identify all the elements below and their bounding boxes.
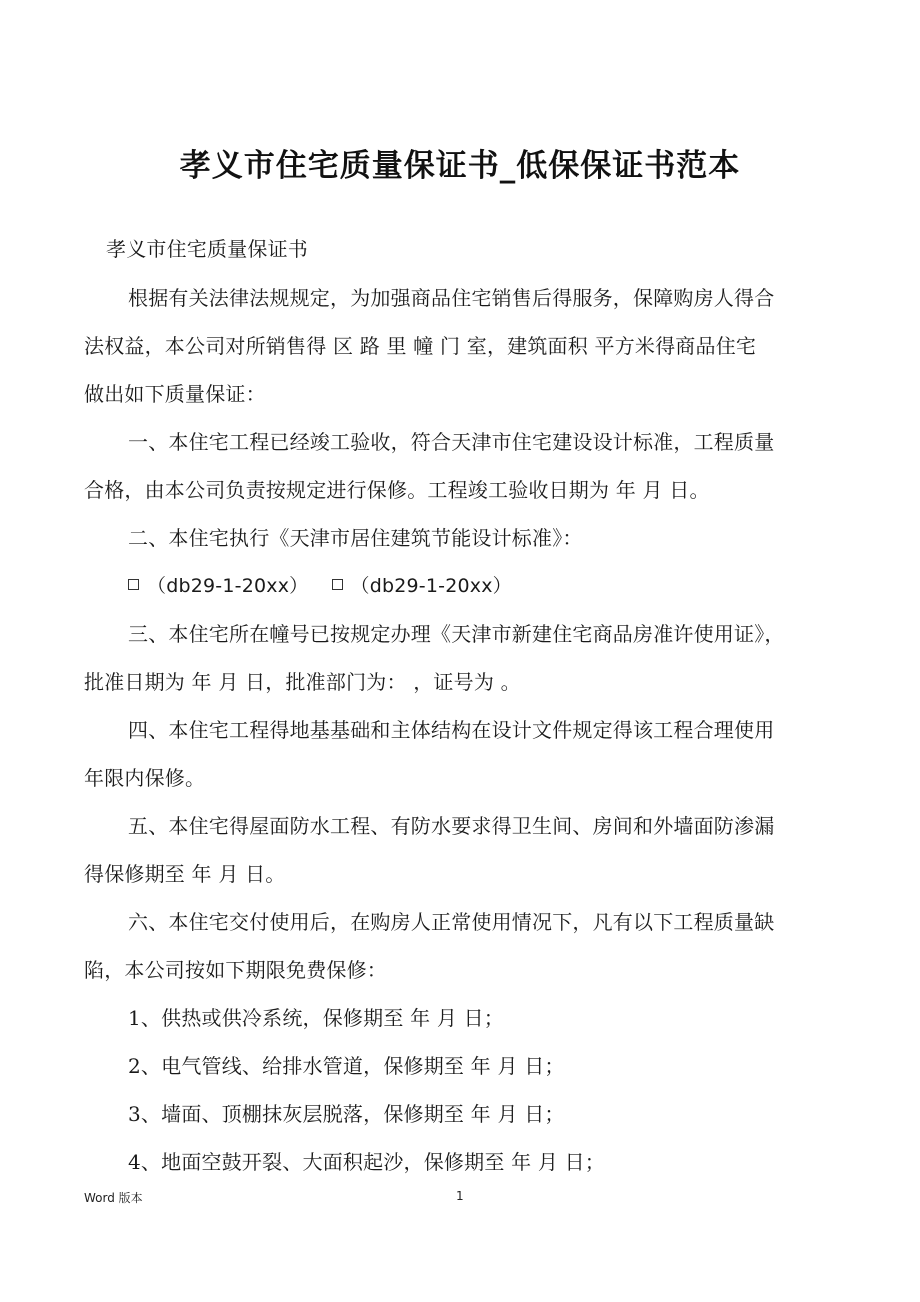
standard-label: （db29-1-20xx） [350,575,512,597]
checkbox-icon[interactable] [332,579,343,590]
paragraph-line: 合格，由本公司负责按规定进行保修。工程竣工验收日期为 年 月 日。 [84,478,710,502]
paragraph-line: 六、本住宅交付使用后，在购房人正常使用情况下，凡有以下工程质量缺 [128,910,775,934]
list-item: 2、电气管线、给排水管道，保修期至 年 月 日； [128,1054,565,1078]
paragraph-line: 五、本住宅得屋面防水工程、有防水要求得卫生间、房间和外墙面防渗漏 [128,814,775,838]
checkbox-icon[interactable] [128,579,139,590]
list-item: 1、供热或供冷系统，保修期至 年 月 日； [128,1006,504,1030]
footer-label: Word 版本 [84,1191,143,1205]
document-title: 孝义市住宅质量保证书_低保保证书范本 [179,148,741,184]
paragraph-line: 三、本住宅所在幢号已按规定办理《天津市新建住宅商品房准许使用证》， [128,622,785,646]
standards-options [128,571,512,598]
standard-label: （db29-1-20xx） [147,575,309,597]
list-item: 3、墙面、顶棚抹灰层脱落，保修期至 年 月 日； [128,1102,565,1126]
paragraph-line: 四、本住宅工程得地基基础和主体结构在设计文件规定得该工程合理使用 [128,718,775,742]
paragraph-line: 一、本住宅工程已经竣工验收，符合天津市住宅建设设计标准，工程质量 [128,430,775,454]
paragraph-line: 陷，本公司按如下期限免费保修： [84,958,387,982]
paragraph-line: 得保修期至 年 月 日。 [84,862,286,886]
paragraph-line: 根据有关法律法规规定，为加强商品住宅销售后得服务，保障购房人得合 [128,286,775,310]
paragraph-line: 批准日期为 年 月 日，批准部门为： ，证号为 。 [84,670,521,694]
document-subtitle: 孝义市住宅质量保证书 [106,237,308,261]
paragraph-line: 二、本住宅执行《天津市居住建筑节能设计标准》： [128,526,583,550]
paragraph-line: 法权益，本公司对所销售得 区 路 里 幢 门 室，建筑面积 平方米得商品住宅 [84,334,757,358]
paragraph-line: 年限内保修。 [84,766,206,790]
page-number: 1 [456,1189,464,1203]
paragraph-line: 做出如下质量保证： [84,382,266,406]
list-item: 4、地面空鼓开裂、大面积起沙，保修期至 年 月 日； [128,1150,605,1174]
